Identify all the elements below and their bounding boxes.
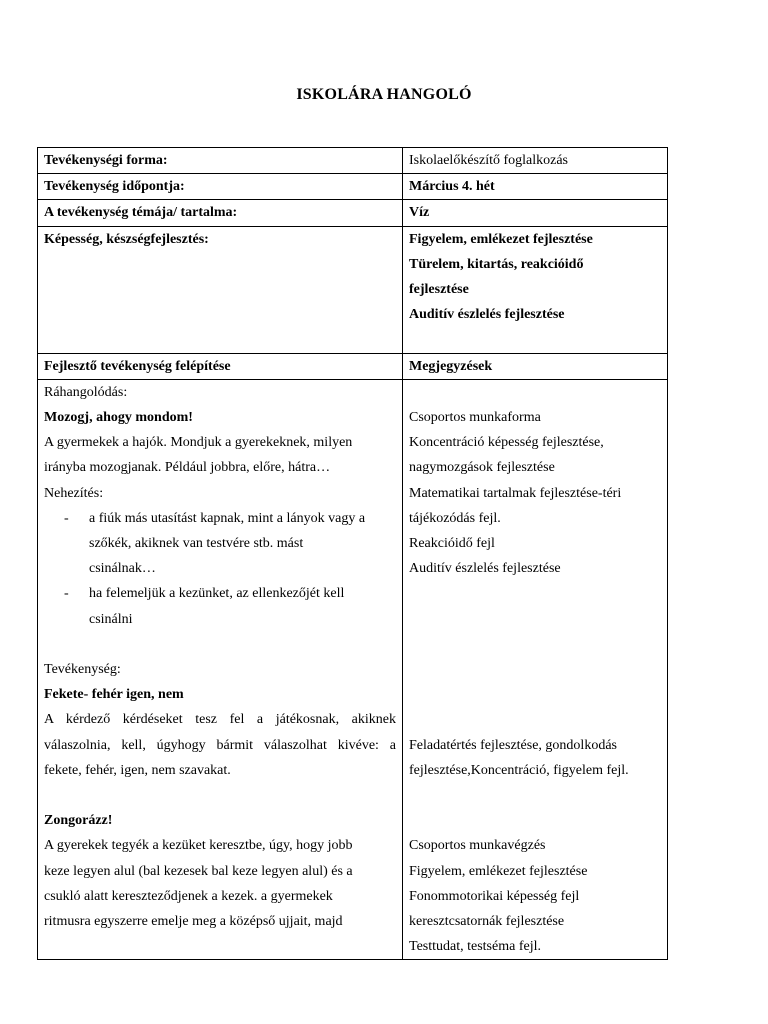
text-line: keze legyen alul (bal kezesek bal keze legyen alul) és a: [44, 863, 353, 879]
note-line: tájékozódás fejl.: [409, 510, 501, 526]
text-line: csukló alatt kereszteződjenek a kezek. a gyermekek: [44, 888, 333, 904]
game-title: Mozogj, ahogy mondom!: [44, 410, 193, 426]
note-line: Matematikai tartalmak fejlesztése-téri: [409, 485, 622, 501]
skill-item: Auditív észlelés fejlesztése: [409, 307, 565, 323]
note-line: Testtudat, testséma fejl.: [409, 939, 541, 955]
text-line: csinálni: [89, 611, 133, 627]
spacer: [44, 632, 396, 657]
text-line: A kérdező kérdéseket tesz fel a játékosnak, akiknek: [44, 712, 396, 728]
spacer: [409, 327, 661, 352]
table-row: [38, 174, 668, 200]
note-line: Koncentráció képesség fejlesztése,: [409, 435, 604, 451]
row-label: Tevékenység időpontja:: [38, 174, 403, 200]
text-line: A gyerekek tegyék a kezüket keresztbe, úgy, hogy jobb: [44, 838, 353, 854]
table-row: [38, 226, 668, 353]
text-line: ritmusra egyszerre emelje meg a középső ujjait, majd: [44, 914, 343, 930]
note-line: Auditív észlelés fejlesztése: [409, 561, 561, 577]
text-line: A gyermekek a hajók. Mondjuk a gyerekeknek, milyen: [44, 435, 353, 451]
note-line: Feladatértés fejlesztése, gondolkodás: [409, 737, 617, 753]
list-item: [44, 506, 396, 582]
activity-description: [38, 379, 403, 960]
spacer: [44, 783, 396, 808]
table-row: [38, 379, 668, 960]
text-line: irányba mozogjanak. Például jobbra, előre, hátra…: [44, 460, 331, 476]
text-line: csinálnak…: [89, 561, 156, 577]
row-label: Képesség, készségfejlesztés:: [38, 226, 403, 353]
section-label: Nehezítés:: [44, 485, 104, 501]
note-line: Csoportos munkavégzés: [409, 838, 546, 854]
spacer: [409, 783, 661, 833]
skill-item: fejlesztése: [409, 282, 469, 298]
game-title: Fekete- fehér igen, nem: [44, 687, 184, 703]
text-line: ha felemeljük a kezünket, az ellenkezőjét kell: [89, 586, 345, 602]
table-row: [38, 200, 668, 226]
note-line: Reakcióidő fejl: [409, 536, 495, 552]
row-value: Március 4. hét: [403, 174, 668, 200]
text-line: a fiúk más utasítást kapnak, mint a lányok vagy a: [89, 510, 366, 526]
note-line: keresztcsatornák fejlesztése: [409, 914, 565, 930]
table-row: [38, 148, 668, 174]
spacer: [409, 380, 661, 405]
dash-marker: -: [64, 510, 69, 526]
list-item: [44, 581, 396, 631]
note-line: Figyelem, emlékezet fejlesztése: [409, 863, 588, 879]
column-header-left: Fejlesztő tevékenység felépítése: [38, 353, 403, 379]
game-title: Zongorázz!: [44, 813, 113, 829]
spacer: [409, 581, 661, 732]
dash-marker: -: [64, 586, 69, 602]
note-line: Fonommotorikai képesség fejl: [409, 888, 580, 904]
note-line: fejlesztése,Koncentráció, figyelem fejl.: [409, 762, 629, 778]
note-line: nagymozgások fejlesztése: [409, 460, 555, 476]
row-label: A tevékenység témája/ tartalma:: [38, 200, 403, 226]
activity-table: [37, 147, 668, 960]
column-header-right: Megjegyzések: [403, 353, 668, 379]
row-value: Víz: [403, 200, 668, 226]
text-line: szőkék, akiknek van testvére stb. mást: [89, 536, 304, 552]
skill-item: Figyelem, emlékezet fejlesztése: [409, 231, 593, 247]
text-line: válaszolnia, kell, úgyhogy bármit válaszolhat kivéve: a: [44, 737, 396, 753]
document-title: ISKOLÁRA HANGOLÓ: [296, 86, 472, 103]
text-line: fekete, fehér, igen, nem szavakat.: [44, 762, 231, 778]
note-line: Csoportos munkaforma: [409, 410, 541, 425]
skill-item: Türelem, kitartás, reakcióidő: [409, 256, 584, 272]
row-label: Tevékenységi forma:: [38, 148, 403, 174]
row-value: Iskolaelőkészítő foglalkozás: [403, 148, 668, 174]
table-header-row: [38, 353, 668, 379]
notes-column: [403, 379, 668, 960]
section-label: Ráhangolódás:: [44, 384, 128, 400]
row-value-list: [403, 226, 668, 353]
section-label: Tevékenység:: [44, 662, 121, 678]
